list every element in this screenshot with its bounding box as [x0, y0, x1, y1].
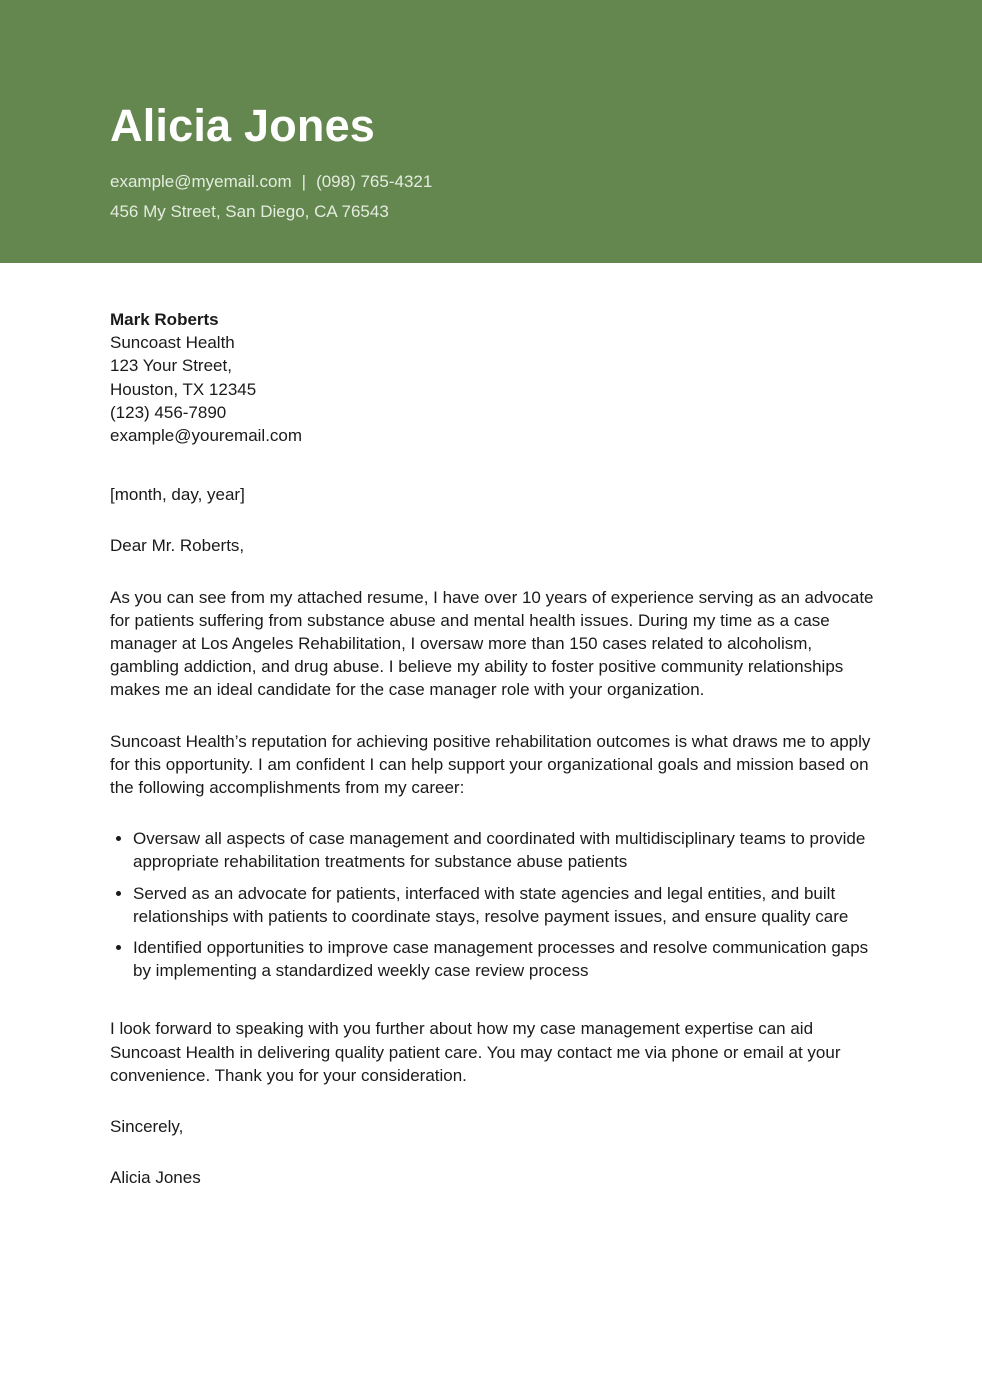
- sender-email: example@myemail.com: [110, 172, 292, 191]
- paragraph-motivation: Suncoast Health’s reputation for achieving positive rehabilitation outcomes is what draws me to apply for this opportunity. I am confident I can help support your organizational goals and mission based on the following accomplishments from my career:: [110, 731, 871, 798]
- recipient-city: Houston, TX 12345: [110, 379, 257, 399]
- paragraph-closing: I look forward to speaking with you further about how my case management expertise can aid Suncoast Health in delivering quality patient care. You may contact me via phone or email at your convenience. Thank you for your consideration.: [110, 1019, 841, 1085]
- greeting: Dear Mr. Roberts,: [110, 536, 245, 556]
- sender-name: Alicia Jones: [110, 100, 376, 151]
- recipient-phone: (123) 456-7890: [110, 402, 227, 422]
- list-item: • Served as an advocate for patients, interfaced with state agencies and legal entities, and built relationships with patients to coordinate stays, resolve payment issues, and ensure quality care: [133, 882, 874, 928]
- contact-separator: |: [301, 172, 307, 191]
- sender-contact-line: [110, 171, 432, 193]
- recipient-street: 123 Your Street,: [110, 356, 232, 376]
- letter-body: [110, 308, 874, 1189]
- list-item: • Oversaw all aspects of case management and coordinated with multidisciplinary teams to provide appropriate rehabilitation treatments for substance abuse patients: [133, 827, 874, 873]
- recipient-name: Mark Roberts: [110, 310, 219, 329]
- letter-date: [month, day, year]: [110, 485, 245, 505]
- recipient-block: [110, 308, 874, 447]
- signoff: Sincerely,: [110, 1117, 184, 1137]
- paragraph-intro: As you can see from my attached resume, I have over 10 years of experience serving as an advocate for patients suffering from substance abuse and mental health issues. During my time as a case manager at Los Angeles Rehabilitation, I oversaw more than 150 cases related to alcoholism, gambling addiction, and drug abuse. I believe my ability to foster positive community relationships makes me an ideal candidate for the case manager role with your organization.: [110, 587, 874, 700]
- sender-address: 456 My Street, San Diego, CA 76543: [110, 202, 389, 221]
- signature-name: Alicia Jones: [110, 1168, 201, 1188]
- header-banner: [0, 0, 982, 263]
- sender-phone: (098) 765-4321: [316, 172, 433, 191]
- recipient-company: Suncoast Health: [110, 333, 235, 353]
- accomplishments-list: [110, 827, 874, 982]
- list-item: • Identified opportunities to improve case management processes and resolve communication gaps by implementing a standardized weekly case review process: [133, 936, 874, 982]
- recipient-email: example@youremail.com: [110, 426, 303, 446]
